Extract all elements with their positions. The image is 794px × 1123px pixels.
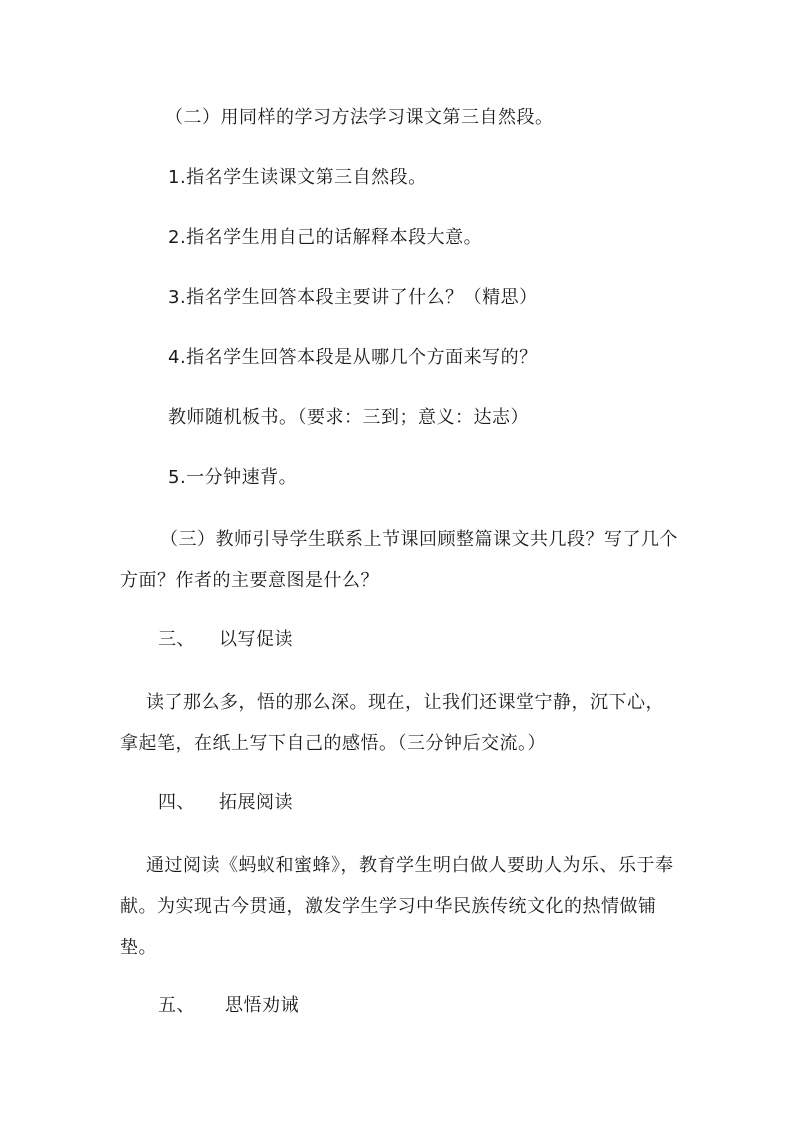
part-4-title: 拓展阅读	[219, 792, 293, 813]
part-5-title: 思悟劝诫	[225, 995, 299, 1016]
step-2: 2.指名学生用自己的话解释本段大意。	[168, 227, 483, 248]
section-2-heading: （二）用同样的学习方法学习课文第三自然段。	[165, 107, 554, 128]
part-5-number: 五、	[158, 995, 195, 1016]
part-5-heading	[158, 990, 299, 1022]
part-4-paragraph: 通过阅读《蚂蚁和蜜蜂》，教育学生明白做人要助人为乐、乐于奉献。为实现古今贯通，激发学生学习中华民族传统文化的热情做铺垫。	[120, 855, 674, 958]
part-3-title: 以写促读	[219, 629, 293, 650]
part-3-paragraph: 读了那么多，悟的那么深。现在，让我们还课堂宁静，沉下心，拿起笔，在纸上写下自己的感悟。（三分钟后交流。）	[120, 692, 664, 754]
section-3-paragraph: （三）教师引导学生联系上节课回顾整篇课文共几段？写了几个方面？作者的主要意图是什么？	[120, 529, 678, 591]
board-note: 教师随机板书。（要求：三到；意义：达志）	[168, 407, 529, 428]
step-1: 1.指名学生读课文第三自然段。	[168, 167, 427, 188]
step-4: 4.指名学生回答本段是从哪几个方面来写的？	[168, 347, 538, 368]
step-5: 5.一分钟速背。	[168, 467, 298, 488]
part-4-heading	[158, 787, 293, 819]
part-3-heading	[158, 624, 293, 656]
part-4-number: 四、	[158, 792, 195, 813]
part-3-number: 三、	[158, 629, 195, 650]
step-3: 3.指名学生回答本段主要讲了什么？（精思）	[168, 287, 538, 308]
